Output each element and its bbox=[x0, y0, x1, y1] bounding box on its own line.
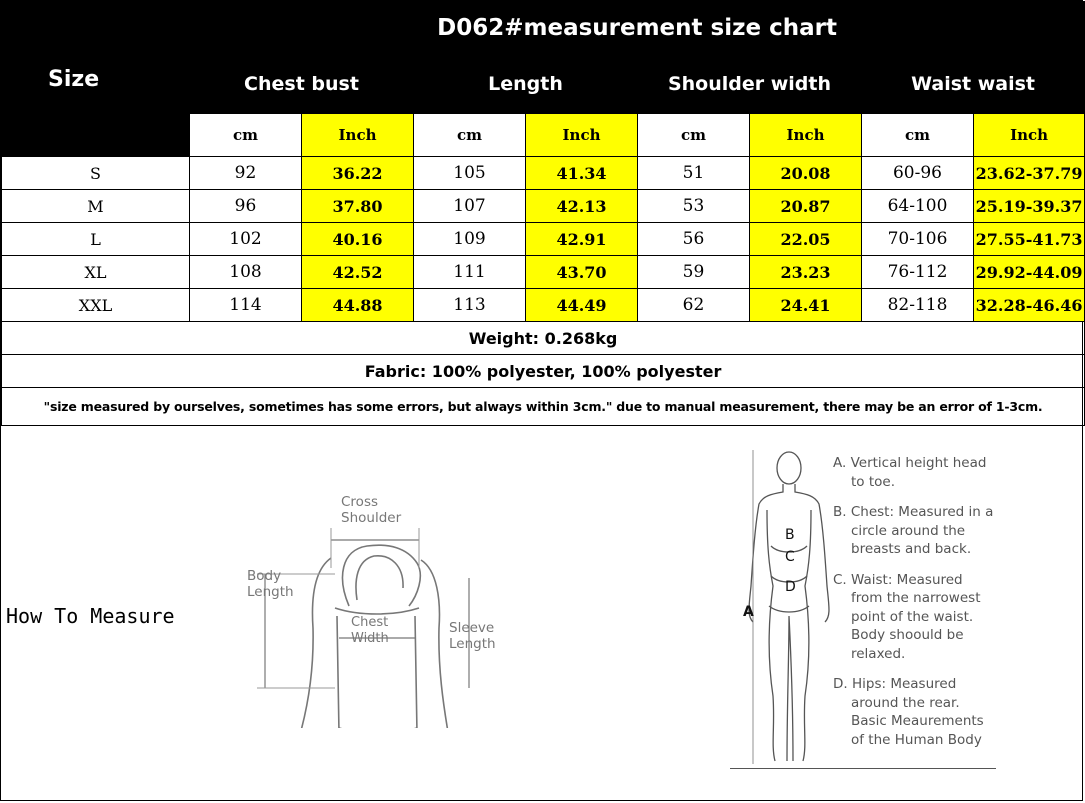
unit-cm: cm bbox=[862, 114, 974, 157]
waist-cm-cell: 60-96 bbox=[862, 157, 974, 190]
shoulder-cm-cell: 53 bbox=[638, 190, 750, 223]
size-cell: XL bbox=[2, 256, 190, 289]
chest-cm-cell: 92 bbox=[190, 157, 302, 190]
legend-line: A. Vertical height head bbox=[833, 455, 987, 471]
legend-line: circle around the bbox=[851, 522, 966, 539]
garment-sketch bbox=[239, 488, 519, 728]
waist-inch-cell: 27.55-41.73 bbox=[974, 223, 1085, 256]
how-to-measure-label: How To Measure bbox=[6, 604, 175, 628]
body-label-a: A bbox=[743, 604, 754, 620]
chest-inch-cell: 40.16 bbox=[302, 223, 414, 256]
chest-inch-cell: 36.22 bbox=[302, 157, 414, 190]
legend-line: relaxed. bbox=[851, 645, 906, 662]
chest-inch-cell: 42.52 bbox=[302, 256, 414, 289]
size-cell: L bbox=[2, 223, 190, 256]
shoulder-inch-cell: 22.05 bbox=[750, 223, 862, 256]
chest-cm-cell: 108 bbox=[190, 256, 302, 289]
chest-cm-cell: 102 bbox=[190, 223, 302, 256]
waist-cm-cell: 82-118 bbox=[862, 289, 974, 322]
length-inch-cell: 41.34 bbox=[526, 157, 638, 190]
body-label-d: D bbox=[785, 579, 796, 595]
shoulder-inch-cell: 24.41 bbox=[750, 289, 862, 322]
legend-line: point of the waist. bbox=[851, 608, 974, 625]
sleeve-length-label-2: Length bbox=[449, 636, 496, 652]
length-cm-cell: 105 bbox=[414, 157, 526, 190]
measurement-legend bbox=[833, 454, 1013, 761]
length-inch-cell: 42.91 bbox=[526, 223, 638, 256]
legend-line: Basic Meaurements bbox=[851, 713, 984, 729]
unit-cm: cm bbox=[638, 114, 750, 157]
shoulder-cm-cell: 62 bbox=[638, 289, 750, 322]
length-cm-cell: 113 bbox=[414, 289, 526, 322]
measurement-note: "size measured by ourselves, sometimes has some errors, but always within 3cm." due to manual measurement, there may be an error of 1-3cm. bbox=[2, 388, 1085, 426]
legend-line: breasts and back. bbox=[851, 541, 972, 557]
legend-line: D. Hips: Measured bbox=[833, 676, 957, 692]
waist-cm-cell: 76-112 bbox=[862, 256, 974, 289]
size-header: Size bbox=[2, 2, 190, 157]
table-row bbox=[2, 223, 1085, 256]
legend-item-c bbox=[833, 571, 1013, 664]
waist-inch-cell: 25.19-39.37 bbox=[974, 190, 1085, 223]
chest-width-label-2: Width bbox=[351, 631, 389, 646]
unit-inch: Inch bbox=[750, 114, 862, 157]
legend-line: of the Human Body bbox=[851, 731, 982, 748]
chart-title: D062#measurement size chart bbox=[190, 2, 1085, 54]
unit-inch: Inch bbox=[302, 114, 414, 157]
table-row bbox=[2, 289, 1085, 322]
body-figure bbox=[731, 446, 831, 771]
group-header-length: Length bbox=[414, 54, 638, 114]
how-to-measure-section bbox=[1, 428, 1084, 802]
length-inch-cell: 44.49 bbox=[526, 289, 638, 322]
legend-item-d bbox=[833, 675, 1013, 749]
shoulder-inch-cell: 23.23 bbox=[750, 256, 862, 289]
group-header-chest: Chest bust bbox=[190, 54, 414, 114]
legend-item-a bbox=[833, 454, 1013, 491]
waist-inch-cell: 29.92-44.09 bbox=[974, 256, 1085, 289]
body-length-label-1: Body bbox=[247, 568, 282, 584]
sleeve-length-label-1: Sleeve bbox=[449, 620, 495, 636]
table-row bbox=[2, 157, 1085, 190]
legend-line: from the narrowest bbox=[851, 590, 981, 606]
size-chart-table bbox=[1, 1, 1085, 426]
group-header-waist: Waist waist bbox=[862, 54, 1085, 114]
chest-inch-cell: 44.88 bbox=[302, 289, 414, 322]
shoulder-inch-cell: 20.08 bbox=[750, 157, 862, 190]
waist-cm-cell: 64-100 bbox=[862, 190, 974, 223]
legend-line: Body shoould be bbox=[851, 627, 964, 643]
size-cell: XXL bbox=[2, 289, 190, 322]
table-row bbox=[2, 190, 1085, 223]
size-cell: M bbox=[2, 190, 190, 223]
legend-line: around the rear. bbox=[851, 694, 960, 711]
weight-info: Weight: 0.268kg bbox=[2, 322, 1085, 355]
chest-cm-cell: 114 bbox=[190, 289, 302, 322]
size-cell: S bbox=[2, 157, 190, 190]
body-label-b: B bbox=[785, 527, 795, 543]
unit-inch: Inch bbox=[974, 114, 1085, 157]
length-cm-cell: 107 bbox=[414, 190, 526, 223]
chest-inch-cell: 37.80 bbox=[302, 190, 414, 223]
waist-inch-cell: 23.62-37.79 bbox=[974, 157, 1085, 190]
length-cm-cell: 111 bbox=[414, 256, 526, 289]
waist-inch-cell: 32.28-46.46 bbox=[974, 289, 1085, 322]
unit-inch: Inch bbox=[526, 114, 638, 157]
body-outline bbox=[749, 452, 829, 761]
table-row bbox=[2, 256, 1085, 289]
shoulder-inch-cell: 20.87 bbox=[750, 190, 862, 223]
legend-item-b bbox=[833, 503, 1013, 559]
legend-line: B. Chest: Measured in a bbox=[833, 504, 994, 520]
legend-line: to toe. bbox=[851, 473, 895, 490]
unit-cm: cm bbox=[414, 114, 526, 157]
figure-base-line bbox=[730, 768, 996, 769]
shoulder-cm-cell: 56 bbox=[638, 223, 750, 256]
body-label-c: C bbox=[785, 549, 795, 565]
fabric-info: Fabric: 100% polyester, 100% polyester bbox=[2, 355, 1085, 388]
unit-cm: cm bbox=[190, 114, 302, 157]
length-inch-cell: 42.13 bbox=[526, 190, 638, 223]
cross-shoulder-label-1: Cross bbox=[341, 494, 379, 510]
cross-shoulder-label-2: Shoulder bbox=[341, 510, 402, 526]
body-length-label-2: Length bbox=[247, 584, 294, 600]
waist-cm-cell: 70-106 bbox=[862, 223, 974, 256]
chest-width-label-1: Chest bbox=[351, 615, 389, 630]
chest-cm-cell: 96 bbox=[190, 190, 302, 223]
shoulder-cm-cell: 59 bbox=[638, 256, 750, 289]
length-cm-cell: 109 bbox=[414, 223, 526, 256]
legend-line: C. Waist: Measured bbox=[833, 571, 963, 588]
shoulder-cm-cell: 51 bbox=[638, 157, 750, 190]
group-header-shoulder: Shoulder width bbox=[638, 54, 862, 114]
length-inch-cell: 43.70 bbox=[526, 256, 638, 289]
